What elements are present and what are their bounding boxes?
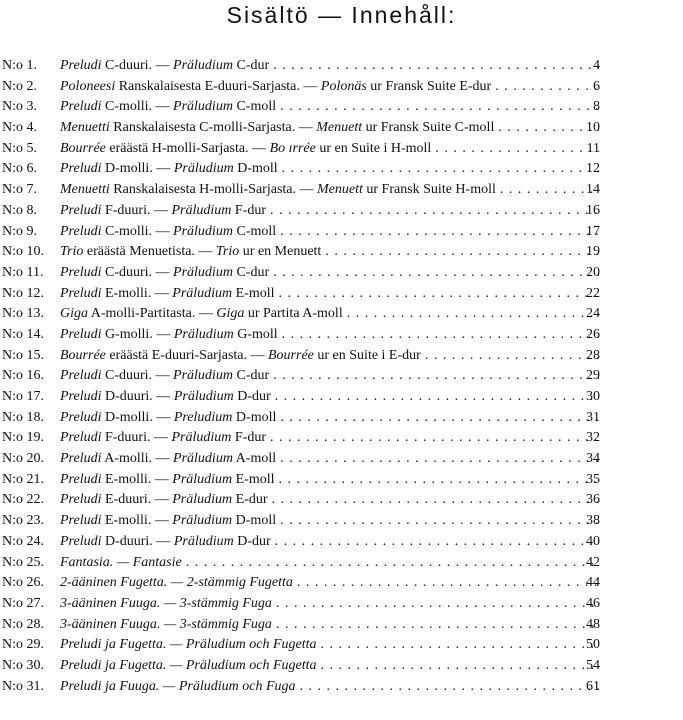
entry-title (60, 635, 599, 656)
swedish-title-italic: Menuett (317, 182, 363, 198)
entry-title (60, 449, 599, 470)
finnish-title-italic: Preludi (60, 326, 102, 342)
toc-row (0, 304, 683, 325)
swedish-title-italic: Präludium (171, 430, 232, 446)
entry-number: N:o 12. (2, 285, 44, 301)
finnish-title-italic: Preludi (60, 202, 102, 218)
page-number: 17 (586, 223, 600, 239)
entry-title (60, 304, 599, 325)
entry-number: N:o 27. (2, 595, 44, 611)
swedish-title-italic: Präludium (172, 471, 233, 487)
entry-number: N:o 8. (2, 202, 37, 218)
swedish-title-italic: Präludium (172, 492, 233, 508)
entry-title (60, 677, 599, 698)
swedish-title-text: E-moll (232, 285, 275, 301)
swedish-title-italic: Menuett (316, 120, 363, 136)
finnish-title-italic: Fantasia. — Fantasie (60, 554, 182, 570)
finnish-title-italic: 3-ääninen Fuuga. — 3-stämmig Fuga (60, 595, 272, 611)
finnish-title-italic: Preludi (60, 58, 102, 73)
page-number: 6 (593, 78, 600, 94)
toc-row (0, 346, 683, 367)
entry-title (60, 470, 599, 491)
swedish-title-italic: Präludium (173, 451, 233, 467)
entry-title (60, 325, 599, 346)
toc-row (0, 242, 683, 263)
finnish-title-text: eräästä E-duuri-Sarjasta. — (105, 347, 268, 363)
toc-row (0, 97, 683, 118)
swedish-title-text: E-dur (232, 492, 268, 508)
finnish-title-text: eräästä H-molli-Sarjasta. — (105, 140, 270, 156)
page-number: 35 (586, 471, 600, 487)
finnish-title-text: E-molli. — (101, 513, 173, 529)
entry-number: N:o 17. (2, 389, 44, 404)
finnish-title-italic: Bourrée (60, 140, 106, 156)
page-number: 29 (586, 368, 600, 384)
finnish-title-italic: Preludi (60, 368, 102, 384)
toc-row (0, 77, 683, 98)
toc-row (0, 118, 683, 139)
swedish-title-italic: Präludium (173, 326, 234, 342)
finnish-title-italic: Menuetti (60, 182, 110, 198)
entry-number: N:o 25. (2, 554, 44, 570)
swedish-title-text: ur Fransk Suite C-moll (362, 120, 495, 136)
toc-row (0, 366, 683, 387)
page-number: 24 (586, 306, 600, 322)
finnish-title-text: C-duuri. — (101, 58, 174, 73)
entry-number: N:o 2. (2, 78, 37, 94)
page-number: 50 (586, 637, 600, 653)
entry-number: N:o 9. (2, 223, 37, 239)
entry-number: N:o 19. (2, 430, 44, 446)
toc-row (0, 284, 683, 305)
swedish-title-text: ur Partita A-moll (244, 306, 343, 322)
entry-number: N:o 16. (2, 368, 44, 384)
finnish-title-italic: Preludi (60, 223, 102, 239)
toc-row (0, 656, 683, 677)
toc-row (0, 159, 683, 180)
toc-row (0, 56, 683, 77)
finnish-title-text: E-duuri. — (101, 492, 173, 508)
entry-title (60, 387, 599, 408)
swedish-title-text: D-moll (233, 161, 278, 177)
page-number: 14 (586, 182, 600, 198)
entry-number: N:o 26. (2, 575, 44, 591)
toc-row (0, 470, 683, 491)
finnish-title-italic: Preludi ja Fuuga. — Präludium och Fuga (60, 678, 296, 694)
swedish-title-text: D-moll (232, 409, 277, 425)
toc-row (0, 449, 683, 470)
entry-number: N:o 10. (2, 244, 44, 260)
swedish-title-text: C-dur (232, 58, 270, 73)
finnish-title-italic: Preludi ja Fugetta. — Präludium och Fugetta (60, 637, 317, 653)
toc-row (0, 532, 683, 553)
swedish-title-text: D-moll (232, 513, 277, 529)
page-number: 31 (586, 409, 600, 425)
page-number: 28 (586, 347, 600, 363)
finnish-title-italic: Preludi (60, 492, 102, 508)
finnish-title-text: D-duuri. — (101, 389, 174, 404)
page-number: 40 (586, 533, 600, 549)
entry-title (60, 428, 599, 449)
swedish-title-text: ur en Suite i E-dur (313, 347, 421, 363)
page-number: 61 (586, 678, 600, 694)
entry-title (60, 284, 599, 305)
toc-row (0, 263, 683, 284)
swedish-title-text: ur en Menuett (239, 244, 322, 260)
finnish-title-italic: Poloneesi (60, 78, 116, 94)
entry-title (60, 97, 599, 118)
finnish-title-text: D-molli. — (101, 161, 174, 177)
page-number: 32 (586, 430, 600, 446)
entry-number: N:o 15. (2, 347, 44, 363)
toc-row (0, 594, 683, 615)
swedish-title-text: ur en Suite i H-moll (315, 140, 432, 156)
finnish-title-italic: Trio (60, 244, 84, 260)
swedish-title-italic: Präludium (172, 285, 233, 301)
entry-number: N:o 18. (2, 409, 44, 425)
swedish-title-text: A-moll (232, 451, 277, 467)
entry-title (60, 56, 599, 77)
page-number: 10 (586, 120, 600, 136)
toc-row (0, 511, 683, 532)
entry-number: N:o 13. (2, 306, 44, 322)
swedish-title-italic: Präludium (173, 223, 233, 239)
finnish-title-text: E-molli. — (101, 285, 173, 301)
entry-number: N:o 22. (2, 492, 44, 508)
swedish-title-italic: Giga (216, 306, 245, 322)
entry-title (60, 346, 599, 367)
swedish-title-italic: Trio (215, 244, 240, 260)
page-number: 54 (586, 657, 600, 673)
entry-title (60, 511, 599, 532)
page-number: 30 (586, 389, 600, 404)
finnish-title-italic: Preludi (60, 430, 102, 446)
entry-title (60, 594, 599, 615)
toc-row (0, 677, 683, 698)
page-number: 8 (593, 99, 600, 115)
toc-row (0, 635, 683, 656)
toc-row (0, 490, 683, 511)
entry-title (60, 222, 599, 243)
entry-number: N:o 14. (2, 326, 44, 342)
entry-number: N:o 28. (2, 616, 44, 632)
entry-title (60, 201, 599, 222)
finnish-title-text: C-duuri. — (101, 264, 174, 280)
finnish-title-text: F-duuri. — (101, 430, 172, 446)
swedish-title-text: ur Fransk Suite H-moll (362, 182, 496, 198)
toc-row (0, 222, 683, 243)
page-title: Sisältö — Innehåll: (226, 2, 457, 28)
swedish-title-italic: Preludium (173, 409, 233, 425)
swedish-title-text: F-dur (231, 430, 266, 446)
entry-number: N:o 4. (2, 120, 37, 136)
page-number: 16 (586, 202, 600, 218)
toc-row (0, 325, 683, 346)
swedish-title-italic: Präludium (173, 58, 233, 73)
finnish-title-italic: 3-ääninen Fuuga. — 3-stämmig Fuga (60, 616, 272, 632)
finnish-title-italic: Giga (60, 306, 88, 322)
finnish-title-text: eräästä Menuetista. — (83, 244, 216, 260)
page-number: 46 (586, 595, 600, 611)
entry-number: N:o 21. (2, 471, 44, 487)
entry-title (60, 118, 599, 139)
entry-title (60, 366, 599, 387)
table-of-contents (0, 56, 683, 697)
entry-title (60, 573, 599, 594)
finnish-title-italic: Preludi (60, 471, 102, 487)
page-number: 36 (586, 492, 600, 508)
entry-number: N:o 29. (2, 637, 44, 653)
page-number: 38 (586, 513, 600, 529)
finnish-title-text: C-molli. — (101, 99, 174, 115)
swedish-title-text: C-dur (232, 264, 270, 280)
finnish-title-italic: Preludi (60, 285, 102, 301)
swedish-title-italic: Präludium (173, 533, 234, 549)
entry-title (60, 490, 599, 511)
entry-title (60, 553, 599, 574)
toc-row (0, 387, 683, 408)
finnish-title-text: F-duuri. — (101, 202, 172, 218)
entry-number: N:o 20. (2, 451, 44, 467)
swedish-title-text: G-moll (233, 326, 278, 342)
toc-row (0, 408, 683, 429)
swedish-title-italic: Präludium (173, 99, 233, 115)
entry-number: N:o 5. (2, 140, 37, 156)
page-number: 26 (586, 326, 600, 342)
swedish-title-italic: Präludium (173, 368, 233, 384)
page-number: 42 (586, 554, 600, 570)
swedish-title-text: D-dur (233, 389, 271, 404)
toc-row (0, 553, 683, 574)
finnish-title-text: C-molli. — (101, 223, 174, 239)
entry-number: N:o 23. (2, 513, 44, 529)
swedish-title-text: C-moll (232, 99, 277, 115)
finnish-title-text: A-molli. — (101, 451, 174, 467)
toc-row (0, 180, 683, 201)
entry-title (60, 159, 599, 180)
finnish-title-italic: Preludi (60, 451, 102, 467)
finnish-title-text: Ranskalaisesta E-duuri-Sarjasta. — (115, 78, 321, 94)
finnish-title-italic: Preludi (60, 513, 102, 529)
swedish-title-italic: Bourrée (268, 347, 314, 363)
entry-title (60, 656, 599, 677)
finnish-title-text: G-molli. — (101, 326, 174, 342)
finnish-title-text: E-molli. — (101, 471, 173, 487)
finnish-title-italic: Preludi (60, 161, 102, 177)
entry-number: N:o 3. (2, 99, 37, 115)
entry-title (60, 180, 599, 201)
finnish-title-text: Ranskalaisesta C-molli-Sarjasta. — (109, 120, 317, 136)
finnish-title-italic: Preludi (60, 533, 102, 549)
swedish-title-italic: Präludium (173, 389, 234, 404)
toc-row (0, 139, 683, 160)
entry-number: N:o 7. (2, 182, 37, 198)
entry-number: N:o 31. (2, 678, 44, 694)
swedish-title-text: C-dur (232, 368, 270, 384)
swedish-title-italic: Bo ırrée (269, 140, 316, 156)
entry-number: N:o 24. (2, 533, 44, 549)
page-number: 11 (586, 140, 600, 156)
finnish-title-italic: Bourrée (60, 347, 106, 363)
finnish-title-italic: Menuetti (60, 120, 110, 136)
toc-row (0, 573, 683, 594)
entry-number: N:o 6. (2, 161, 37, 177)
page-number: 48 (586, 616, 600, 632)
swedish-title-italic: Polonäs (320, 78, 367, 94)
entry-title (60, 242, 599, 263)
finnish-title-italic: Preludi ja Fugetta. — Präludium och Fugetta (60, 657, 317, 673)
finnish-title-text: C-duuri. — (101, 368, 174, 384)
swedish-title-italic: Präludium (171, 202, 232, 218)
page-number: 22 (586, 285, 600, 301)
entry-title (60, 77, 599, 98)
finnish-title-italic: Preludi (60, 389, 102, 404)
finnish-title-italic: Preludi (60, 99, 102, 115)
finnish-title-italic: Preludi (60, 409, 102, 425)
swedish-title-text: E-moll (232, 471, 275, 487)
toc-row (0, 201, 683, 222)
toc-row (0, 428, 683, 449)
entry-number: N:o 11. (2, 264, 44, 280)
finnish-title-text: D-molli. — (101, 409, 174, 425)
swedish-title-text: C-moll (232, 223, 277, 239)
swedish-title-italic: Präludium (173, 161, 234, 177)
swedish-title-italic: Präludium (173, 264, 233, 280)
swedish-title-italic: Präludium (172, 513, 233, 529)
entry-title (60, 615, 599, 636)
finnish-title-italic: Preludi (60, 264, 102, 280)
page-number: 12 (586, 161, 600, 177)
toc-row (0, 615, 683, 636)
swedish-title-text: ur Fransk Suite E-dur (366, 78, 492, 94)
finnish-title-italic: 2-ääninen Fugetta. — 2-stämmig Fugetta (60, 575, 293, 591)
page-number: 19 (586, 244, 600, 260)
page-number: 20 (586, 264, 600, 280)
entry-number: N:o 30. (2, 657, 44, 673)
entry-number: N:o 1. (2, 58, 37, 73)
entry-title (60, 139, 599, 160)
entry-title (60, 408, 599, 429)
swedish-title-text: F-dur (231, 202, 266, 218)
page-number: 34 (586, 451, 600, 467)
finnish-title-text: A-molli-Partitasta. — (88, 306, 217, 322)
swedish-title-text: D-dur (233, 533, 271, 549)
page-number: 44 (586, 575, 600, 591)
finnish-title-text: D-duuri. — (101, 533, 174, 549)
entry-title (60, 532, 599, 553)
finnish-title-text: Ranskalaisesta H-molli-Sarjasta. — (109, 182, 317, 198)
entry-title (60, 263, 599, 284)
page-number: 4 (593, 58, 600, 73)
